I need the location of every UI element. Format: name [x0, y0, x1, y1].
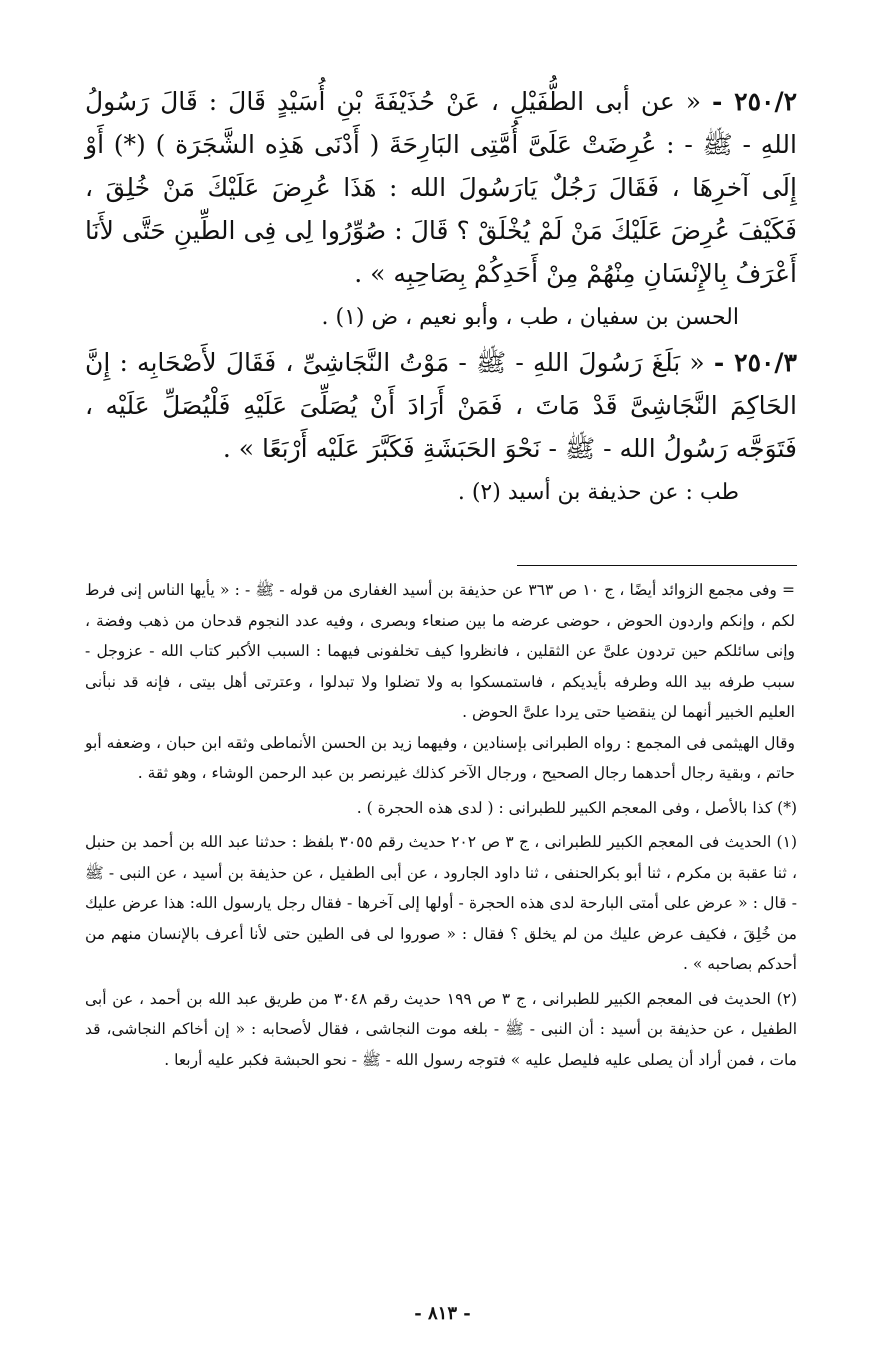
- footnote-divider: [517, 565, 797, 566]
- footnote-2: (٢) الحديث فى المعجم الكبير للطبرانى ، ج ٣ ص ١٩٩ حديث رقم ٣٠٤٨ من طريق عبد الله بن أحمد ، عن أبى الطفيل ، عن حذيفة بن أسيد : أن النبى - ﷺ - بلغه موت النجاشى ، فقال لأصحابه : « إن أخاكم النجاشى، قد مات ، فمن أراد أن يصلى عليه فليصل عليه » فتوجه رسول الله - ﷺ - نحو الحبشة فكبر عليه أربعا .: [85, 989, 798, 1069]
- hadith-source: طب : عن حذيفة بن أسيد (٢) .: [457, 480, 739, 505]
- hadith-source: الحسن بن سفيان ، طب ، وأبو نعيم ، ض (١) .: [321, 305, 739, 330]
- hadith-number: ٢٥٠/٣ -: [713, 348, 797, 377]
- hadith-number: ٢٥٠/٢ -: [712, 87, 797, 116]
- hadith-text: « عن أبى الطُّفَيْلِ ، عَنْ حُذَيْفَةَ بْنِ أُسَيْدٍ قَالَ : قَالَ رَسُولُ اللهِ - ﷺ - : عُرِضَتْ عَلَىَّ أُمَّتِى البَارِحَةَ ( أَدْنَى هَذِه الشَّجَرَة ) (*) أَوْ إِلَى آخرِهَا ، فَقَالَ رَجُلٌ يَارَسُولَ الله : هَذَا عُرِضَ عَلَيْكَ مَنْ خُلِقَ ، فَكَيْفَ عُرِضَ عَلَيْكَ مَنْ لَمْ يُخْلَقْ ؟ قَالَ : صُوِّرُوا لِى فِى الطِّينِ حَتَّى لأَنَا أَعْرَفُ بِالإِنْسَانِ مِنْهُمْ مِنْ أَحَدِكُمْ بِصَاحِبِه » .: [85, 87, 797, 288]
- main-text: [85, 80, 797, 516]
- footnotes: [85, 575, 797, 1075]
- footnote-star: (*) كذا بالأصل ، وفى المعجم الكبير للطبرانى : ( لدى هذه الحجرة ) .: [356, 798, 797, 817]
- page-number: - ٨١٣ -: [414, 1303, 471, 1324]
- footnote-haythami: وقال الهيثمى فى المجمع : رواه الطبرانى بإسنادين ، وفيهما زيد بن الحسن الأنماطى وثقه ابن حبان ، وضعفه أبو حاتم ، وبقية رجال أحدهما رجال الصحيح ، ورجال الآخر كذلك غيرنصر بن عبد الرحمن الوشاء ، وهو ثقة .: [85, 733, 796, 782]
- footnote-continuation: = وفى مجمع الزوائد أيضًا ، ج ١٠ ص ٣٦٣ عن حذيفة بن أسيد الغفارى من قوله - ﷺ - : « يأيها الناس إنى فرط لكم ، وإنكم واردون الحوض ، حوضى عرضه ما بين صنعاء وبصرى ، وفيه عدد النجوم قدحان من ذهب وفضة ، وإنى سائلكم حين تردون علىَّ عن الثقلين ، فانظروا كيف تخلفونى فيهما : السبب الأكبر كتاب الله - عزوجل - سبب طرفه بيد الله وطرفه بأيديكم ، فاستمسكوا به ولا تضلوا ولا تبدلوا ، وعترتى أهل بيتى ، فإنه قد نبأنى العليم الخبير أنهما لن ينقضيا حتى يردا علىَّ الحوض .: [85, 581, 796, 721]
- footnote-1: (١) الحديث فى المعجم الكبير للطبرانى ، ج ٣ ص ٢٠٢ حديث رقم ٣٠٥٥ بلفظ : حدثنا عبد الله بن أحمد بن حنبل ، ثنا عقبة بن مكرم ، ثنا أبو بكرالحنفى ، ثنا داود الجارود ، عن أبى الطفيل ، عن حذيفة بن أسيد ، عن النبى - ﷺ - قال : « عرض على أمتى البارحة لدى هذه الحجرة - أولها إلى آخرها - فقال رجل يارسول الله: هذا عرض عليك من خُلِقَ ، فكيف عرض عليك من لم يخلق ؟ فقال : « صوروا لى فى الطين حتى لأنا أعرف بالإنسان منهم من أحدكم بصاحبه » .: [85, 833, 797, 973]
- hadith-text: « بَلَغَ رَسُولَ اللهِ - ﷺ - مَوْتُ النَّجَاشِىِّ ، فَقَالَ لأَصْحَابِه : إِنَّ الحَاكِمَ النَّجَاشِىَّ قَدْ مَاتَ ، فَمَنْ أَرَادَ أَنْ يُصَلِّىَ عَلَيْهِ فَلْيُصَلِّ عَلَيْه ، فَتَوَجَّه رَسُولُ الله - ﷺ - نَحْوَ الحَبَشَةِ فَكَبَّرَ عَلَيْه أَرْبَعًا » .: [85, 348, 797, 463]
- hadith-entry: [85, 341, 797, 470]
- hadith-entry: [85, 80, 797, 295]
